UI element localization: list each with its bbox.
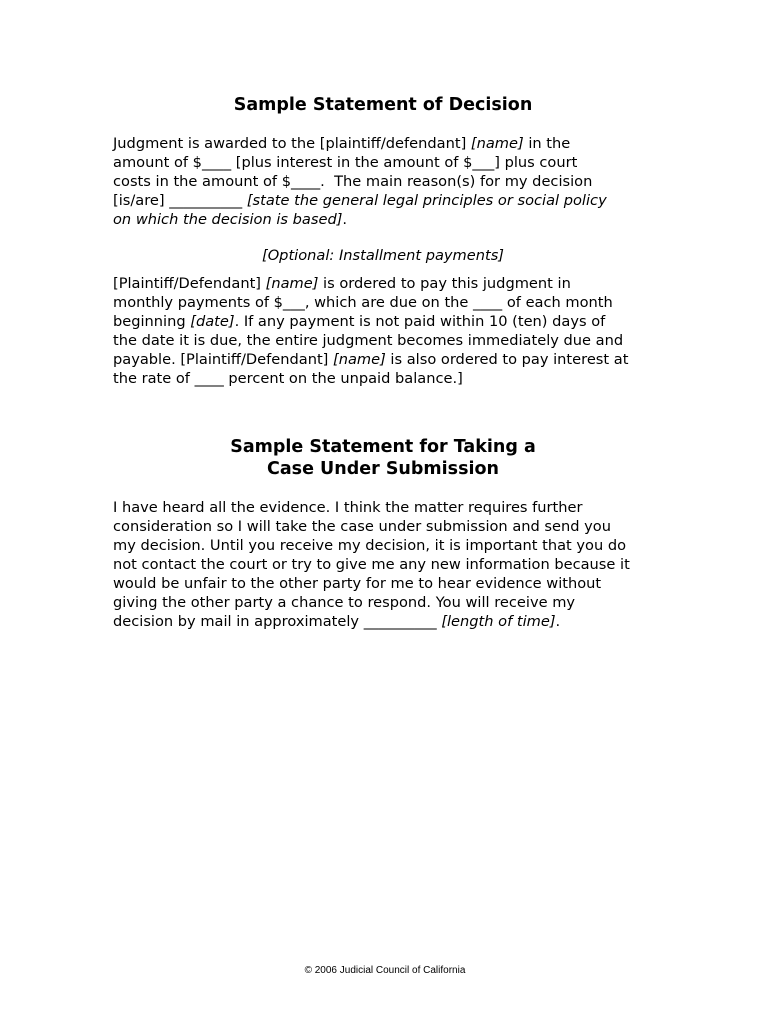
installment-line-6: the rate of ____ percent on the unpaid balance.]	[113, 370, 463, 387]
copyright-footer: © 2006 Judicial Council of California	[304, 965, 466, 976]
installment-line-5c: is also ordered to pay interest at	[385, 351, 629, 368]
decision-line-4b: [state the general legal principles or social policy	[246, 192, 607, 209]
decision-line-1b: [name]	[470, 135, 524, 152]
submission-line-2: consideration so I will take the case under submission and send you	[113, 518, 611, 535]
installment-line-5a: payable. [Plaintiff/Defendant]	[113, 351, 333, 368]
submission-line-7a: decision by mail in approximately __________	[113, 613, 442, 630]
installment-paragraph	[113, 274, 673, 388]
submission-line-5: would be unfair to the other party for me to hear evidence without	[113, 575, 602, 592]
submission-line-6: giving the other party a chance to respond. You will receive my	[113, 594, 576, 611]
heading2-line-1: Sample Statement for Taking a	[230, 437, 536, 457]
submission-line-1: I have heard all the evidence. I think the matter requires further	[113, 499, 583, 516]
installment-line-2: monthly payments of $___, which are due on the ____ of each month	[113, 294, 613, 311]
decision-line-1c: in the	[523, 135, 571, 152]
submission-line-7b: [length of time]	[441, 613, 556, 630]
submission-paragraph	[113, 498, 673, 631]
decision-line-5a: on which the decision is based]	[113, 211, 343, 228]
decision-line-4a: [is/are] __________	[113, 192, 247, 209]
installment-line-3b: [date]	[190, 313, 235, 330]
decision-paragraph	[113, 134, 673, 229]
heading2-line-2: Case Under Submission	[267, 459, 499, 479]
installment-line-1a: [Plaintiff/Defendant]	[113, 275, 266, 292]
statement-of-decision-heading: Sample Statement of Decision	[233, 95, 533, 115]
submission-line-4: not contact the court or try to give me any new information because it	[113, 556, 630, 573]
decision-line-3: costs in the amount of $____. The main reason(s) for my decision	[113, 173, 593, 190]
submission-line-7c: .	[555, 613, 561, 630]
case-under-submission-heading	[113, 436, 653, 480]
installment-line-1c: is ordered to pay this judgment in	[318, 275, 571, 292]
optional-installment-label: [Optional: Installment payments]	[262, 247, 504, 264]
installment-line-5b: [name]	[333, 351, 386, 368]
installment-line-3c: . If any payment is not paid within 10 (ten) days of	[234, 313, 606, 330]
decision-line-5b: .	[342, 211, 348, 228]
installment-line-1b: [name]	[265, 275, 319, 292]
decision-line-2: amount of $____ [plus interest in the amount of $___] plus court	[113, 154, 578, 171]
decision-line-1a: Judgment is awarded to the [plaintiff/defendant]	[113, 135, 471, 152]
installment-line-3a: beginning	[113, 313, 191, 330]
submission-line-3: my decision. Until you receive my decision, it is important that you do	[113, 537, 627, 554]
installment-line-4: the date it is due, the entire judgment becomes immediately due and	[113, 332, 624, 349]
